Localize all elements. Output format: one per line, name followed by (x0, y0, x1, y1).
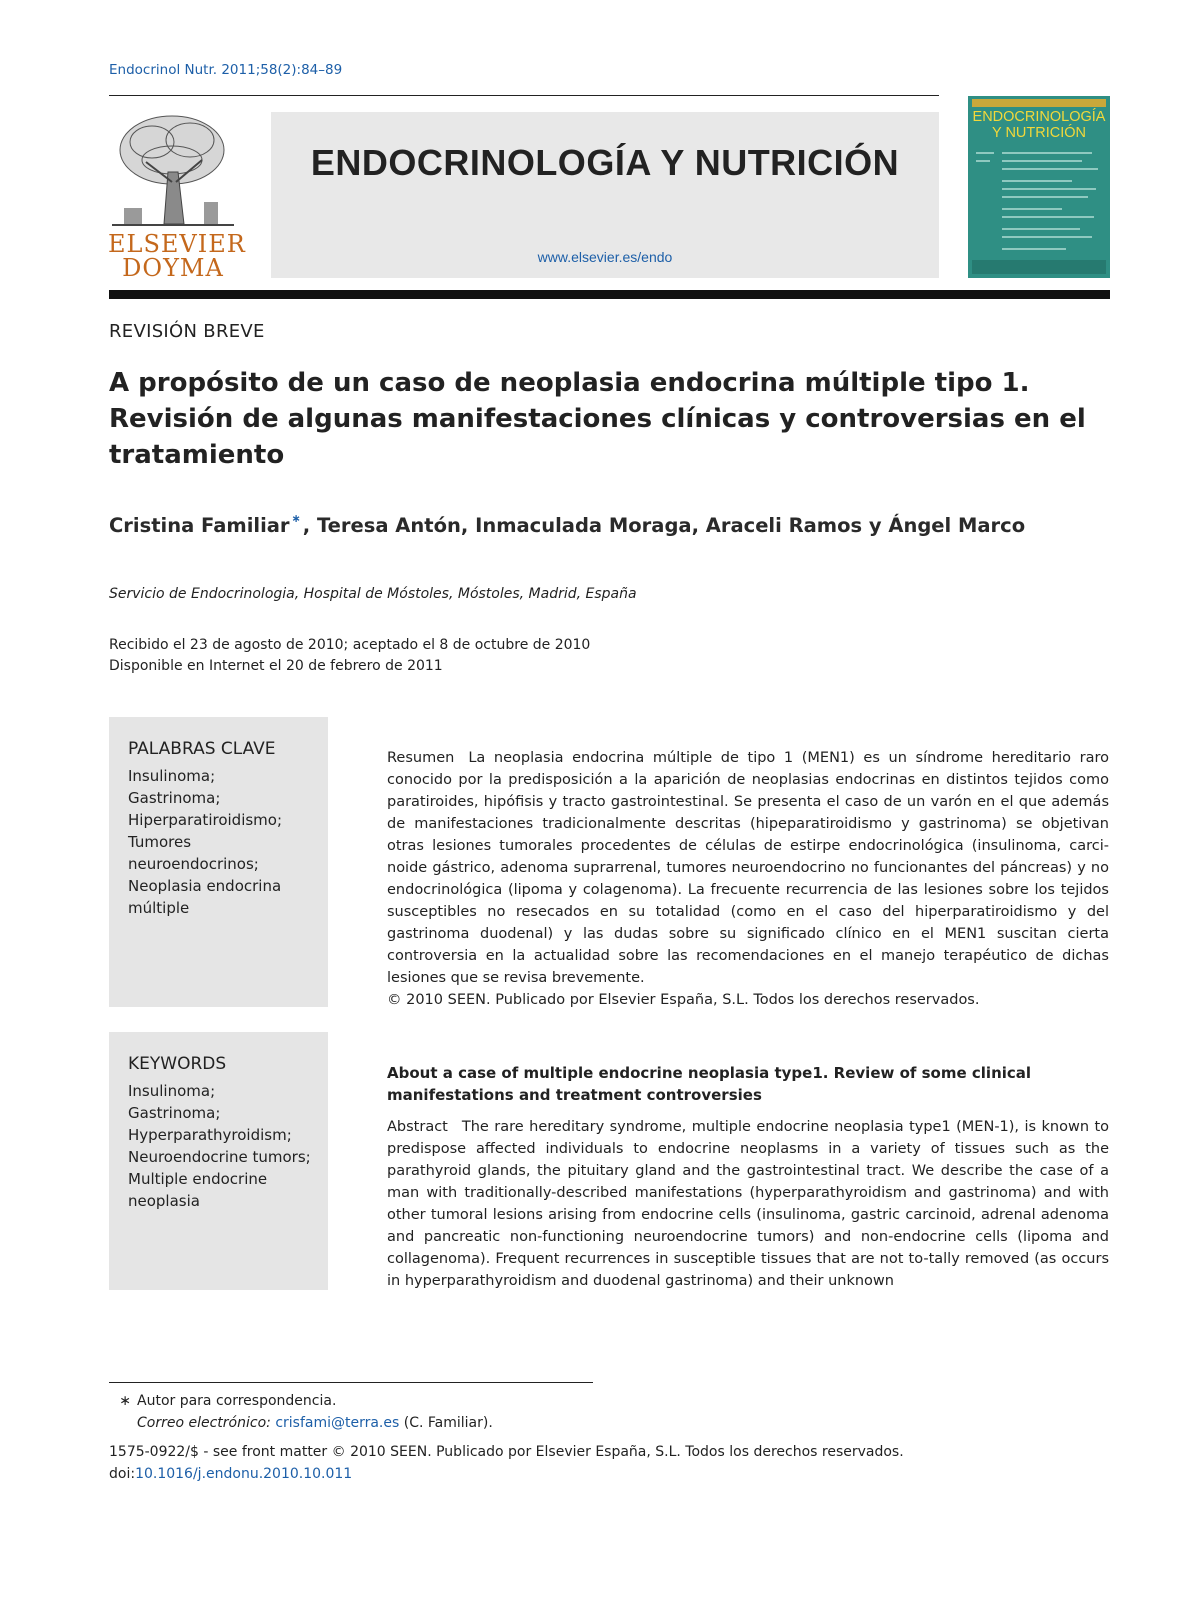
abstract-en-title: About a case of multiple endocrine neoplasia type1. Review of some clinical manifestations and treatment controversies (387, 1064, 1032, 1104)
keywords-es-box (109, 717, 328, 1007)
email-suffix: (C. Familiar). (403, 1415, 493, 1431)
keywords-en-list (128, 1080, 323, 1212)
cover-top-band (972, 99, 1106, 107)
keyword-item: Insulinoma; (128, 1082, 216, 1100)
journal-cover-thumbnail (968, 96, 1110, 278)
affiliation: Servicio de Endocrinologia, Hospital de Móstoles, Móstoles, Madrid, España (109, 586, 637, 602)
email-label: Correo electrónico: (137, 1415, 271, 1431)
article-dates (109, 635, 590, 677)
doi-prefix: doi: (109, 1466, 136, 1482)
keyword-item: Hyperparathyroidism; (128, 1126, 292, 1144)
footnote-rule (109, 1382, 593, 1383)
cover-title: ENDOCRINOLOGÍA Y NUTRICIÓN (972, 109, 1106, 141)
co-authors: , Teresa Antón, Inmaculada Moraga, Araceli Ramos y Ángel Marco (302, 514, 1026, 537)
keywords-en-box (109, 1032, 328, 1290)
keyword-item: Multiple endocrine neoplasia (128, 1170, 268, 1210)
publisher-logo (108, 112, 246, 282)
keyword-item: Neoplasia endocrina múltiple (128, 877, 282, 917)
cover-contents-lines (972, 148, 1106, 258)
keyword-item: Tumores neuroendocrinos; (128, 833, 259, 873)
article-title: A propósito de un caso de neoplasia endocrina múltiple tipo 1. Revisión de algunas manifestaciones clínicas y controversias en el tratamiento (109, 368, 1086, 470)
doi-link[interactable]: 10.1016/j.endonu.2010.10.011 (135, 1466, 353, 1482)
abstract-es-text: La neoplasia endocrina múltiple de tipo 1 (MEN1) es un síndrome hereditario raro conocido por la predisposición a la aparición de neoplasias endocrinas en distintos tejidos como paratiroides, hipófisis y tracto gastrointestinal. Se presenta el caso de un varón en el que además de manifestaciones tradicionalmente descritas (hipeparatiroidismo y gastrinoma) se objetivan otras lesiones tumorales procedentes de células de estirpe endocrinológica (insulinoma, carci-noide gástrico, adenoma suprarrenal, tumores neuroendocrino no funcionantes del páncreas) y no endocrinológica (lipoma y colagenoma). La frecuente recurrencia de las lesiones sobre los tejidos susceptibles no resecados en su totalidad (como en el caso del hiperparatiroidismo y del gastrinoma duodenal) y las dudas sobre su significado clínico en el MEN1 suscitan cierta controversia en la actualidad sobre las recomendaciones en el manejo terapéutico de dichas lesiones que se revisa brevemente. (387, 750, 1109, 986)
footnote-text: Autor para correspondencia. (137, 1393, 337, 1409)
section-type: REVISIÓN BREVE (109, 321, 265, 342)
copyright-issn (109, 1441, 904, 1485)
author-list (109, 514, 1109, 537)
corresponding-author-mark[interactable]: ∗ (291, 512, 301, 525)
keywords-en-heading: KEYWORDS (128, 1054, 227, 1074)
email-link[interactable]: crisfami@terra.es (275, 1415, 400, 1431)
keywords-es-list (128, 765, 323, 919)
journal-masthead (271, 112, 939, 278)
keyword-item: Insulinoma; (128, 767, 216, 785)
header-rule (109, 95, 939, 96)
issn-line: 1575-0922/$ - see front matter © 2010 SEEN. Publicado por Elsevier España, S.L. Todos los derechos reservados. (109, 1444, 904, 1460)
received-accepted-date: Recibido el 23 de agosto de 2010; aceptado el 8 de octubre de 2010 (109, 637, 591, 653)
keyword-item: Hiperparatiroidismo; (128, 811, 283, 829)
abstract-es-label: Resumen (387, 750, 455, 766)
journal-citation[interactable]: Endocrinol Nutr. 2011;58(2):84–89 (109, 62, 343, 78)
elsevier-tree-icon (112, 112, 234, 230)
keyword-item: Gastrinoma; (128, 1104, 221, 1122)
corresponding-author-footnote (109, 1390, 493, 1434)
journal-title: ENDOCRINOLOGÍA Y NUTRICIÓN (310, 142, 900, 183)
abstract-es (387, 747, 1109, 1011)
corresponding-author: Cristina Familiar (109, 514, 290, 537)
masthead-thick-rule (109, 290, 1110, 299)
footnote-mark: ∗ (119, 1393, 131, 1409)
keywords-es-heading: PALABRAS CLAVE (128, 739, 276, 759)
publisher-name-line2: DOYMA (122, 254, 224, 282)
abstract-en (387, 1116, 1109, 1292)
journal-url[interactable]: www.elsevier.es/endo (537, 249, 673, 265)
keyword-item: Gastrinoma; (128, 789, 221, 807)
abstract-en-label: Abstract (387, 1119, 448, 1135)
abstract-es-copyright: © 2010 SEEN. Publicado por Elsevier España, S.L. Todos los derechos reservados. (387, 992, 980, 1008)
online-date: Disponible en Internet el 20 de febrero de 2011 (109, 658, 443, 674)
abstract-en-text: The rare hereditary syndrome, multiple endocrine neoplasia type1 (MEN-1), is known to predispose affected individuals to endocrine neoplasms in a variety of tissues such as the parathyroid glands, the pituitary gland and the gastrointestinal tract. We describe the case of a man with traditionally-described manifestations (hyperparathyroidism and gastrinoma) and with other tumoral lesions arising from endocrine cells (insulinoma, gastric carcinoid, adrenal adenoma and pancreatic non-functioning neuroendocrine tumors) and non-endocrine cells (lipoma and collagenoma). Frequent recurrences in susceptible tissues that are not to-tally removed (as occurs in hyperparathyroidism and duodenal gastrinoma) and their unknown (387, 1119, 1109, 1289)
keyword-item: Neuroendocrine tumors; (128, 1148, 311, 1166)
publisher-name-line1: ELSEVIER (108, 230, 246, 258)
cover-footer-band (972, 260, 1106, 274)
